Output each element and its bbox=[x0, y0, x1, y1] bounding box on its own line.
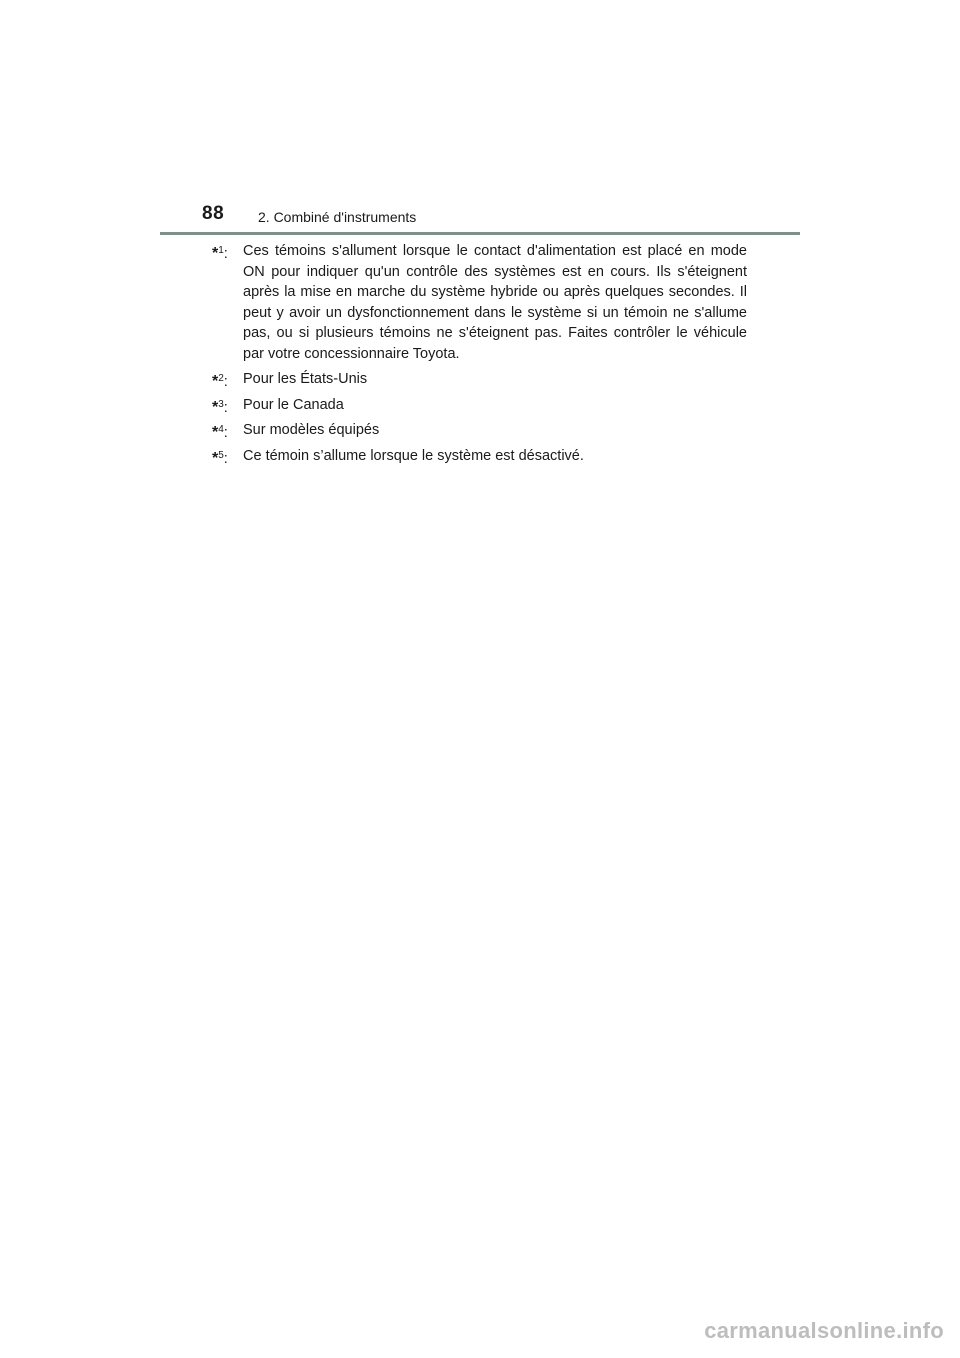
asterisk-icon: * bbox=[212, 424, 219, 441]
footnote-text: Ce témoin s’allume lorsque le système est désactivé. bbox=[243, 447, 584, 464]
section-title: 2. Combiné d'instruments bbox=[258, 209, 417, 225]
watermark: carmanualsonline.info bbox=[704, 1318, 944, 1343]
footnote-colon: : bbox=[223, 425, 228, 441]
footnote-marker bbox=[212, 446, 228, 470]
footnote-marker bbox=[212, 395, 228, 419]
footnote-number: 5 bbox=[218, 449, 224, 461]
footnote-colon: : bbox=[223, 246, 228, 262]
footnote-list bbox=[212, 241, 747, 471]
asterisk-icon: * bbox=[212, 449, 219, 467]
footnote-marker bbox=[212, 369, 228, 393]
header-rule bbox=[160, 232, 800, 235]
footnote-item bbox=[212, 241, 747, 364]
footnote-item bbox=[212, 369, 747, 390]
footnote-text: Sur modèles équipés bbox=[243, 422, 380, 438]
footnote-marker bbox=[212, 420, 228, 444]
footnote-text: Ces témoins s'allument lorsque le contact d'alimentation est placé en mode ON pour indiquer qu'un contrôle des systèmes est en cours. Ils s'éteignent après la mise en marche du système hybride ou après quelques secondes. Il peut y avoir un dysfonctionnement dans le système si un témoin ne s'allume pas, ou si plusieurs témoins ne s'éteignent pas. Faites contrôler le véhicule par votre concessionnaire Toyota. bbox=[243, 243, 747, 362]
page-number: 88 bbox=[202, 203, 225, 224]
asterisk-icon: * bbox=[212, 398, 219, 416]
asterisk-icon: * bbox=[212, 373, 219, 390]
footnote-item bbox=[212, 446, 747, 467]
footnote-number: 1 bbox=[218, 245, 224, 256]
footnote-colon: : bbox=[223, 374, 228, 390]
footnote-item bbox=[212, 395, 747, 416]
footnote-number: 4 bbox=[218, 424, 224, 435]
footnote-number: 3 bbox=[218, 398, 224, 410]
footnote-marker bbox=[212, 241, 228, 265]
footnote-colon: : bbox=[223, 399, 228, 416]
footnote-item bbox=[212, 420, 747, 441]
asterisk-icon: * bbox=[212, 245, 219, 262]
footnote-number: 2 bbox=[218, 373, 224, 384]
footnote-colon: : bbox=[223, 450, 228, 467]
footnote-text: Pour le Canada bbox=[243, 396, 344, 413]
footnote-text: Pour les États-Unis bbox=[243, 371, 368, 387]
